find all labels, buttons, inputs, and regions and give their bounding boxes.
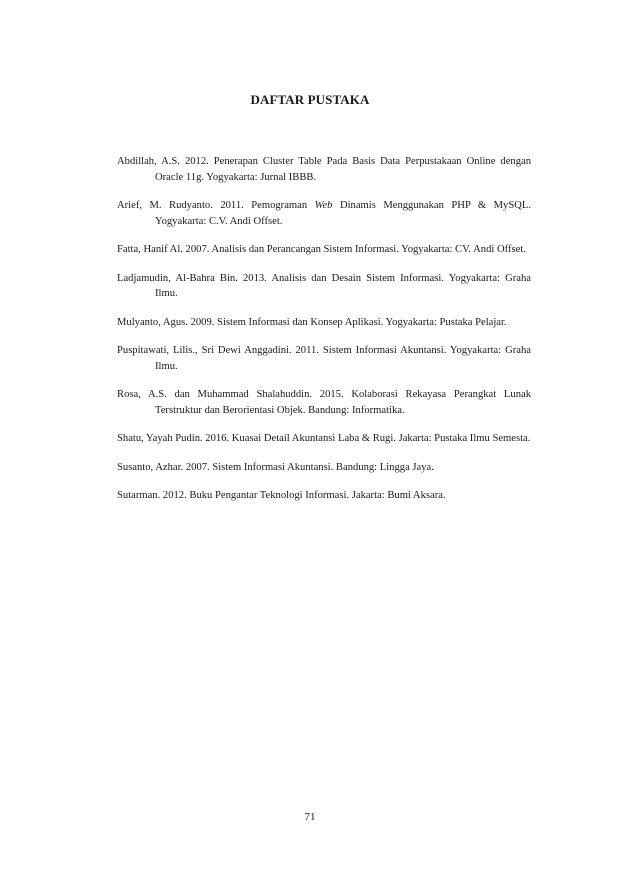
reference-text: Puspitawati, Lilis., Sri Dewi Anggadini. 2011. Sistem Informasi Akuntansi. Yogyakarta: Graha Ilmu. — [117, 345, 531, 372]
reference-text: Fatta, Hanif Al. 2007. Analisis dan Perancangan Sistem Informasi. Yogyakarta: CV. Andi Offset. — [117, 244, 526, 255]
reference-text-continued: Dinamis Menggunakan PHP & MySQL. Yogyakarta: C.V. Andi Offset. — [155, 200, 532, 227]
reference-list — [117, 154, 531, 517]
page-title: DAFTAR PUSTAKA — [250, 92, 370, 107]
reference-text: Shatu, Yayah Pudin. 2016. Kuasai Detail Akuntansi Laba & Rugi. Jakarta: Pustaka Ilmu Semesta. — [117, 433, 531, 444]
reference-item — [117, 460, 531, 476]
reference-item — [117, 431, 531, 447]
reference-item — [117, 315, 531, 331]
reference-text: Arief, M. Rudyanto. 2011. Pemograman — [117, 200, 315, 211]
reference-text: Ladjamudin, Al-Bahra Bin. 2013. Analisis dan Desain Sistem Informasi. Yogyakarta: Graha Ilmu. — [117, 272, 531, 299]
page-number: 71 — [304, 811, 316, 823]
reference-text: Abdillah, A.S. 2012. Penerapan Cluster Table Pada Basis Data Perpustakaan Online dengan Oracle 11g. Yogyakarta: Jurnal IBBB. — [117, 156, 531, 183]
reference-item — [117, 343, 531, 374]
reference-item — [117, 242, 531, 258]
reference-item — [117, 154, 531, 185]
reference-text: Rosa, A.S. dan Muhammad Shalahuddin. 2015. Kolaborasi Rekayasa Perangkat Lunak Terstruktur dan Berorientasi Objek. Bandung: Informatika. — [117, 389, 531, 416]
reference-italic-text: Web — [314, 200, 333, 211]
reference-text: Mulyanto, Agus. 2009. Sistem Informasi dan Konsep Aplikasi. Yogyakarta: Pustaka Pelajar. — [117, 316, 507, 328]
reference-text: Susanto, Azhar. 2007. Sistem Informasi Akuntansi. Bandung: Lingga Jaya. — [117, 461, 434, 473]
reference-item — [117, 271, 531, 302]
reference-text: Sutarman. 2012. Buku Pengantar Teknologi Informasi. Jakarta: Bumi Aksara. — [117, 490, 446, 501]
reference-item — [117, 198, 531, 229]
reference-item — [117, 387, 531, 418]
reference-item — [117, 488, 531, 504]
